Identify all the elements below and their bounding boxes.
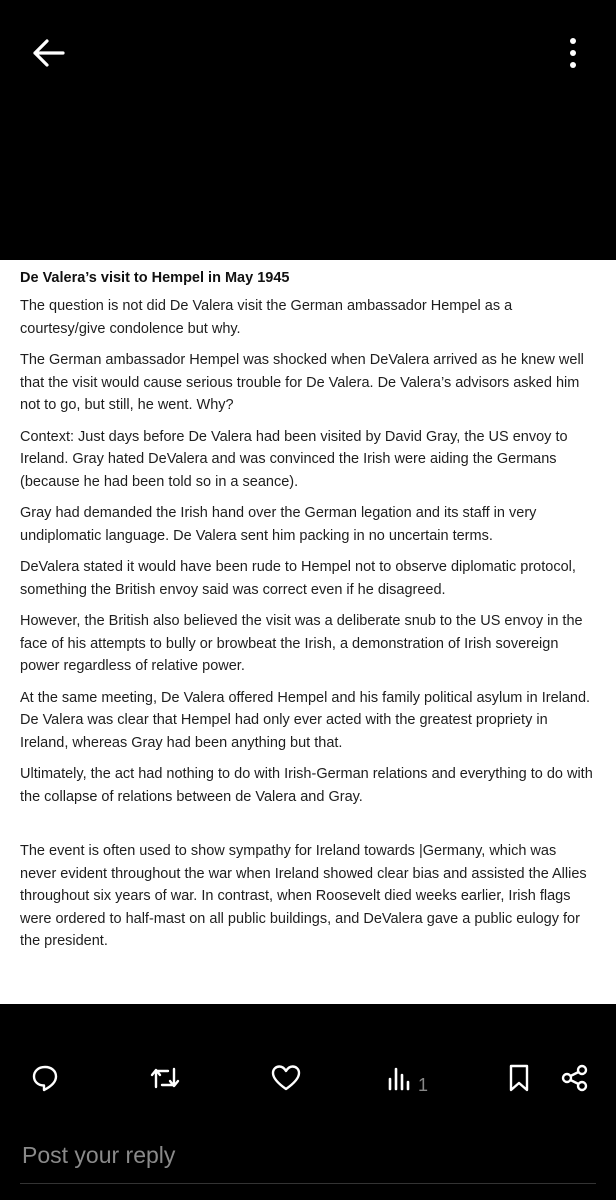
share-button[interactable] bbox=[560, 1058, 590, 1098]
share-icon bbox=[560, 1063, 590, 1093]
views-button[interactable] bbox=[386, 1058, 428, 1098]
document-paragraph: At the same meeting, De Valera offered Hempel and his family political asylum in Ireland. De Valera was clear that Hempel had only ever acted with the greatest propriety in Ireland, whereas Gray had been anything but that. bbox=[20, 689, 591, 751]
more-vertical-icon bbox=[568, 33, 578, 73]
document-paragraph: DeValera stated it would have been rude to Hempel not to observe diplomatic protocol, something the British envoy said was correct even if he disagreed. bbox=[20, 559, 576, 598]
repost-button[interactable] bbox=[148, 1058, 182, 1098]
speech-bubble-icon bbox=[30, 1063, 60, 1093]
reply-divider bbox=[20, 1183, 596, 1184]
document-image[interactable] bbox=[0, 260, 616, 1004]
views-count: 1 bbox=[418, 1074, 429, 1095]
arrow-left-icon bbox=[32, 38, 66, 68]
bar-chart-icon bbox=[386, 1063, 414, 1093]
document-title: De Valera’s visit to Hempel in May 1945 bbox=[20, 270, 290, 286]
document-paragraph: The question is not did De Valera visit the German ambassador Hempel as a courtesy/give condolence but why. bbox=[20, 298, 513, 337]
reply-input[interactable]: Post your reply bbox=[22, 1142, 176, 1168]
reply-button[interactable] bbox=[30, 1058, 60, 1098]
action-bar bbox=[0, 1048, 616, 1108]
heart-icon bbox=[270, 1063, 302, 1093]
bookmark-button[interactable] bbox=[506, 1058, 532, 1098]
document-paragraph: The event is often used to show sympathy for Ireland towards |Germany, which was never evident throughout the war when Ireland showed clear bias and assisted the Allies throughout six years of war. In contrast, when Roosevelt died weeks earlier, Irish flags were ordered to half-mast on all public buildings, and DeValera gave a public eulogy for the president. bbox=[20, 843, 587, 949]
document-paragraph: Context: Just days before De Valera had been visited by David Gray, the US envoy to Ireland. Gray hated DeValera and was convinced the Irish were aiding the Germans (because he had been told so in a seance). bbox=[20, 428, 568, 490]
document-paragraph: However, the British also believed the visit was a deliberate snub to the US envoy in the face of his attempts to bully or browbeat the Irish, a demonstration of Irish sovereign power regardless of relative power. bbox=[20, 613, 583, 674]
bookmark-icon bbox=[506, 1063, 532, 1093]
more-options-button[interactable] bbox=[558, 26, 588, 80]
document-paragraph: The German ambassador Hempel was shocked when DeValera arrived as he knew well that the visit would cause serious trouble for De Valera. De Valera’s advisors asked him not to go, but still, he went. Why? bbox=[20, 352, 584, 413]
top-bar bbox=[0, 0, 616, 100]
like-button[interactable] bbox=[270, 1058, 302, 1098]
repost-icon bbox=[148, 1063, 182, 1093]
back-button[interactable] bbox=[22, 26, 76, 80]
document-paragraph: Gray had demanded the Irish hand over the German legation and its staff in very undiplomatic language. De Valera sent him packing in no uncertain terms. bbox=[20, 505, 537, 544]
document-paragraph: Ultimately, the act had nothing to do with Irish-German relations and everything to do with the collapse of relations between de Valera and Gray. bbox=[20, 766, 593, 805]
